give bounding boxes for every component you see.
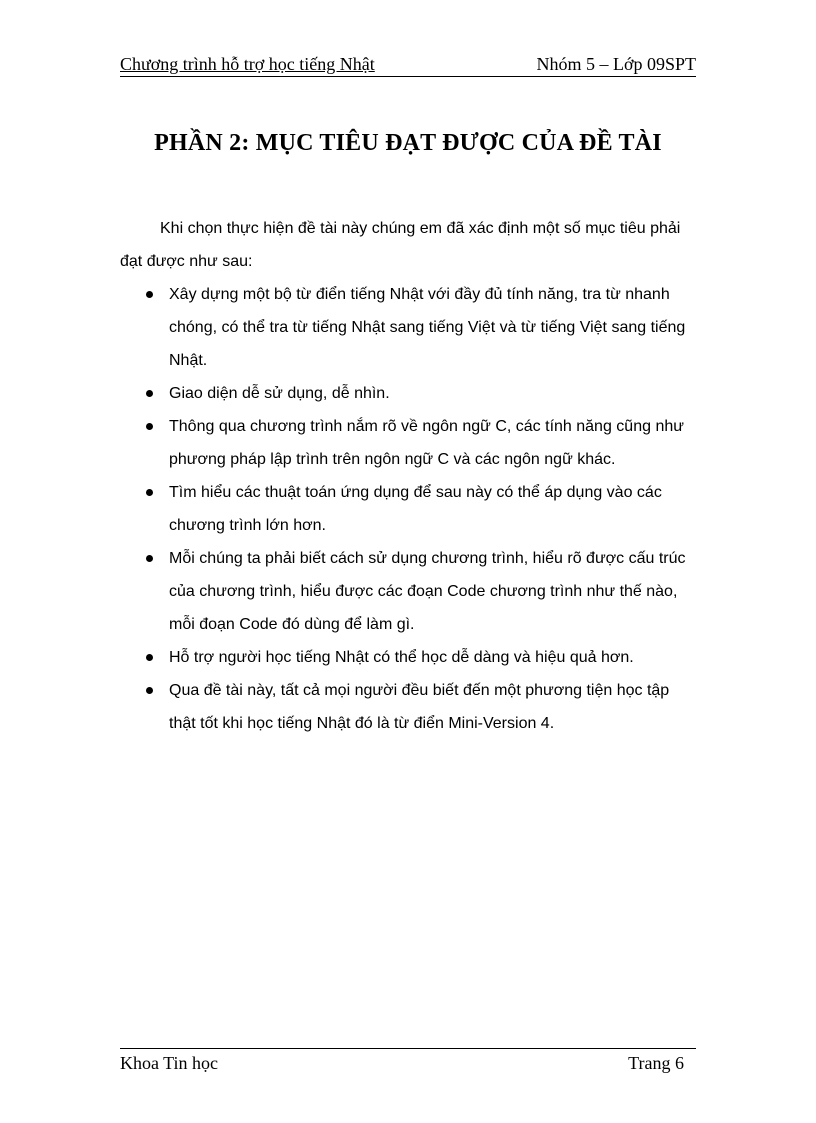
list-item-text: Xây dựng một bộ từ điển tiếng Nhật với đầy đủ tính năng, tra từ nhanh chóng, có thể tra từ tiếng Nhật sang tiếng Việt và từ tiếng Việt sang tiếng Nhật.	[169, 286, 686, 369]
list-item	[120, 377, 688, 410]
header-document-title: Chương trình hỗ trợ học tiếng Nhật	[120, 54, 375, 74]
list-item	[120, 542, 688, 641]
bullet-icon	[146, 390, 153, 397]
list-item-text: Mỗi chúng ta phải biết cách sử dụng chương trình, hiểu rõ được cấu trúc của chương trình, hiểu được các đoạn Code chương trình như thế nào, mỗi đoạn Code đó dùng để làm gì.	[169, 550, 686, 633]
list-item-text: Qua đề tài này, tất cả mọi người đều biết đến một phương tiện học tập thật tốt khi học tiếng Nhật đó là từ điển Mini-Version 4.	[169, 682, 670, 732]
footer-department: Khoa Tin học	[120, 1053, 219, 1073]
list-item	[120, 674, 688, 740]
page-footer	[120, 1048, 696, 1079]
bullet-icon	[146, 687, 153, 694]
bullet-icon	[146, 654, 153, 661]
section-content	[120, 212, 688, 740]
list-item-text: Hỗ trợ người học tiếng Nhật có thể học dễ dàng và hiệu quả hơn.	[169, 649, 634, 666]
list-item	[120, 476, 688, 542]
list-item-text: Tìm hiểu các thuật toán ứng dụng để sau này có thể áp dụng vào các chương trình lớn hơn.	[169, 484, 662, 534]
list-item	[120, 641, 688, 674]
list-item	[120, 410, 688, 476]
header-group-class: Nhóm 5 – Lớp 09SPT	[536, 54, 696, 74]
bullet-icon	[146, 423, 153, 430]
intro-paragraph: Khi chọn thực hiện đề tài này chúng em đã xác định một số mục tiêu phải đạt được như sau:	[120, 220, 681, 270]
list-item	[120, 278, 688, 377]
bullet-icon	[146, 291, 153, 298]
page-number: Trang 6	[628, 1053, 684, 1073]
bullet-icon	[146, 555, 153, 562]
page-header	[120, 54, 696, 77]
list-item-text: Thông qua chương trình nắm rõ về ngôn ngữ C, các tính năng cũng như phương pháp lập trình trên ngôn ngữ C và các ngôn ngữ khác.	[169, 418, 684, 468]
list-item-text: Giao diện dễ sử dụng, dễ nhìn.	[169, 385, 390, 402]
objective-list	[120, 278, 688, 740]
bullet-icon	[146, 489, 153, 496]
section-title: PHẦN 2: MỤC TIÊU ĐẠT ĐƯỢC CỦA ĐỀ TÀI	[154, 130, 662, 156]
